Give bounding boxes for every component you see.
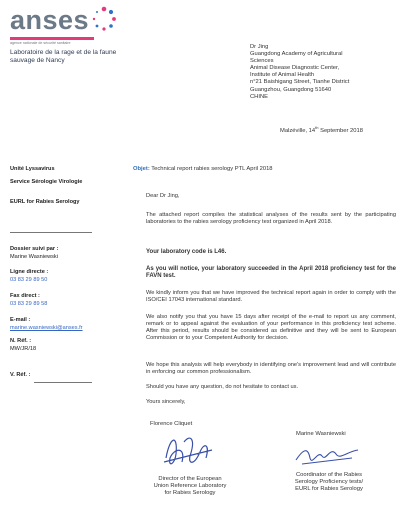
left-signatory-name: Florence Cliquet <box>150 421 193 427</box>
logo-underline <box>10 37 94 40</box>
right-signatory-title: Coordinator of the Rabies Serology Proficiency tests/ EURL for Rabies Serology <box>294 472 364 492</box>
recipient-address <box>250 44 395 101</box>
logo-tagline: agence nationale de sécurité sanitaire <box>10 41 71 45</box>
recipient-address-line: CHINE <box>250 93 269 100</box>
letter-object: Objet: Technical report rabies serology PTL April 2018 <box>133 166 273 172</box>
email-label: E-mail : <box>10 317 31 323</box>
recipient-address-line: Animal Disease Diagnostic Center, <box>250 65 340 72</box>
recipient-address-line: Guangzhou, Guangdong 51640 <box>250 86 332 93</box>
phone-label: Ligne directe : <box>10 269 49 275</box>
paragraph-success: As you will notice, your laboratory succeeded in the April 2018 proficiency test for the FAVN test. <box>146 266 396 280</box>
vref-line <box>34 382 92 383</box>
sidebar-service: Service Sérologie Virologie <box>10 179 83 185</box>
vref-label: V. Réf. : <box>10 372 31 378</box>
email-link[interactable]: marine.wasniewski@anses.fr <box>10 325 83 331</box>
closing: Yours sincerely, <box>146 399 186 405</box>
left-signatory-title: Director of the European Union Reference Laboratory for Rabies Serology <box>153 476 227 496</box>
sidebar-divider <box>10 232 92 233</box>
salutation: Dear Dr Jing, <box>146 193 180 199</box>
nref-label: N. Réf. : <box>10 338 32 344</box>
lab-name: Laboratoire de la rage et de la faune sauvage de Nancy <box>10 49 117 65</box>
paragraph-intro: The attached report compiles the statistical analyses of the results sent by the participating laboratories to the rabies serology proficiency test organized in April 2018. <box>146 212 396 226</box>
paragraph-appeal: We also notify you that you have 15 days after receipt of the e-mail to report us any comment, remark or to appeal against the evaluation of your performance in this proficiency test scheme. After this period, results should be considered as definitive and they will be sent to European Commission or to your Competent Authority for decision. <box>146 314 396 342</box>
fax-value: 03 83 29 89 58 <box>10 301 48 307</box>
followed-by-value: Marine Wasniewski <box>10 254 58 260</box>
phone-value: 03 83 29 89 50 <box>10 277 48 283</box>
recipient-address-line: Guangdong Academy of Agricultural <box>250 51 343 58</box>
anses-logo: anses <box>10 5 90 35</box>
letter-date: Malzéville, 14th September 2018 <box>280 125 363 134</box>
paragraph-contact: Should you have any question, do not hesitate to contact us. <box>146 384 299 390</box>
followed-by-label: Dossier suivi par : <box>10 246 59 252</box>
recipient-address-line: n°21 Baishigang Street, Tianhe District <box>250 79 350 86</box>
right-signatory-name: Marine Wasniewski <box>296 431 346 437</box>
right-signature-icon <box>292 440 362 470</box>
sidebar-eurl: EURL for Rabies Serology <box>10 199 80 205</box>
sidebar-unit: Unité Lyssavirus <box>10 166 55 172</box>
recipient-address-line: Sciences <box>250 58 274 65</box>
anses-logo-icon <box>90 6 118 34</box>
paragraph-report: We kindly inform you that we have improved the technical report again in order to comply with the ISO/CEI 17043 international standard. <box>146 290 396 304</box>
paragraph-hope: We hope this analysis will help everybody in identifying one's improvement lead and will contribute in enforcing our common professionalism. <box>146 362 396 376</box>
lab-code: Your laboratory code is L46. <box>146 249 227 255</box>
nref-value: MW/JR/18 <box>10 346 37 352</box>
left-signature-icon <box>160 428 220 476</box>
recipient-address-line: Institute of Animal Health <box>250 72 315 79</box>
recipient-address-line: Dr Jing <box>250 44 269 50</box>
fax-label: Fax direct : <box>10 293 40 299</box>
